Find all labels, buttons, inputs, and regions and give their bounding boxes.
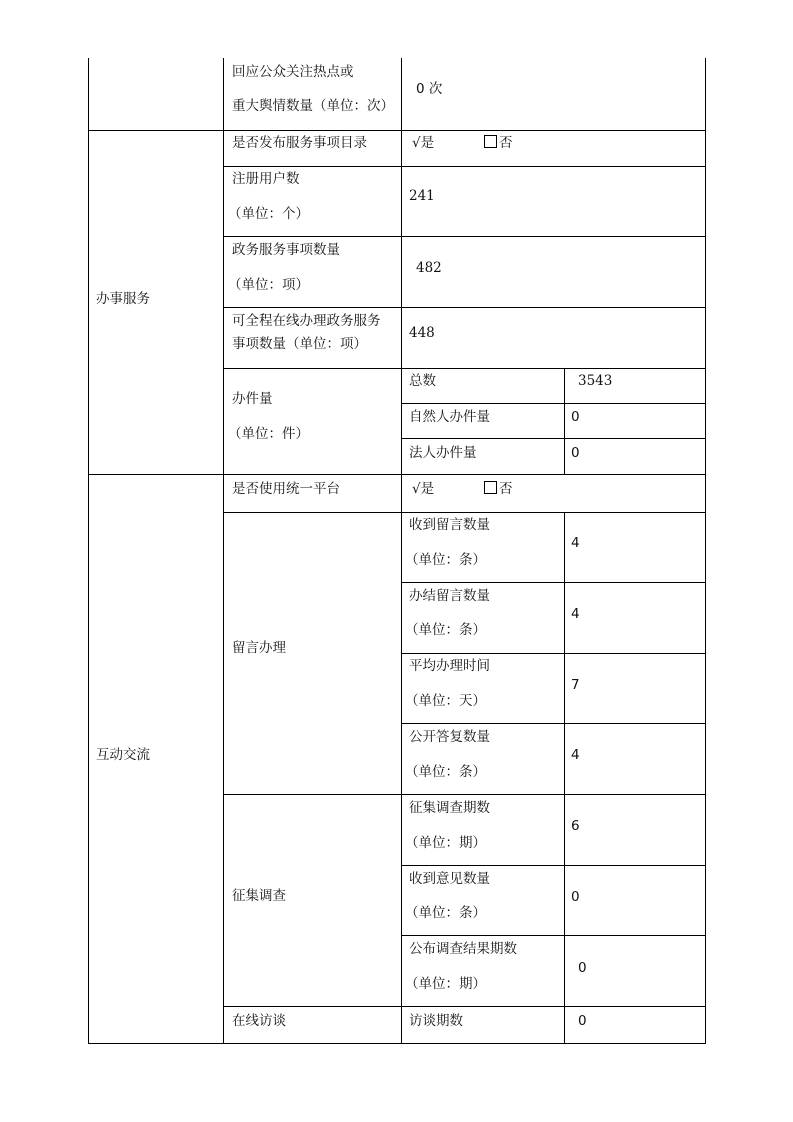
results-unit: （单位：期）: [405, 976, 486, 992]
interaction-section-label: 互动交流: [96, 747, 150, 763]
hotspot-label-line1: 回应公众关注热点或: [232, 64, 354, 80]
grid-line: [223, 794, 706, 795]
grid-line: [223, 1006, 706, 1007]
grid-line: [88, 58, 89, 1044]
survey-label: 征集调查: [232, 888, 286, 904]
unified-platform-label: 是否使用统一平台: [232, 481, 340, 497]
yes-option-label: 是: [420, 135, 435, 151]
results-value: 0: [578, 960, 587, 976]
hotspot-label-line2: 重大舆情数量（单位：次）: [232, 98, 394, 114]
registered-users-label: 注册用户数: [232, 171, 300, 187]
results-label: 公布调查结果期数: [409, 941, 517, 957]
check-mark-icon: √: [412, 135, 421, 151]
no-option-label: 否: [499, 481, 513, 497]
opinions-value: 0: [571, 889, 580, 905]
hotspot-value: 0 次: [416, 81, 443, 97]
messages-done-value: 4: [571, 606, 580, 622]
public-replies-value: 4: [571, 747, 580, 763]
service-items-label: 政务服务事项数量: [232, 242, 340, 258]
service-section-label: 办事服务: [96, 291, 150, 307]
service-items-unit: （单位：项）: [228, 277, 309, 293]
service-items-value: 482: [416, 260, 442, 276]
messages-done-label: 办结留言数量: [409, 588, 490, 604]
messages-done-unit: （单位：条）: [405, 622, 486, 638]
no-option-label: 否: [499, 135, 513, 151]
grid-line: [223, 368, 706, 369]
handled-unit: （单位：件）: [228, 426, 309, 442]
grid-line: [88, 130, 706, 131]
grid-line: [401, 723, 706, 724]
unified-platform-yes: [412, 481, 434, 497]
grid-line: [223, 236, 706, 237]
checkbox-empty-icon: [484, 135, 497, 148]
grid-line: [401, 653, 706, 654]
grid-line: [223, 58, 224, 1044]
online-items-label-line2: 事项数量（单位：项）: [232, 336, 367, 352]
survey-periods-label: 征集调查期数: [409, 800, 490, 816]
interview-periods-label: 访谈期数: [409, 1013, 463, 1029]
public-replies-unit: （单位：条）: [405, 764, 486, 780]
check-mark-icon: √: [412, 481, 421, 497]
interview-label: 在线访谈: [232, 1013, 286, 1029]
avg-time-label: 平均办理时间: [409, 658, 490, 674]
grid-line: [401, 58, 402, 1044]
grid-line: [223, 512, 706, 513]
messages-received-value: 4: [571, 535, 580, 551]
survey-periods-unit: （单位：期）: [405, 835, 486, 851]
opinions-label: 收到意见数量: [409, 871, 490, 887]
public-replies-label: 公开答复数量: [409, 729, 490, 745]
natural-person-label: 自然人办件量: [409, 409, 490, 425]
natural-person-value: 0: [571, 409, 580, 425]
grid-line: [223, 307, 706, 308]
interview-periods-value: 0: [578, 1013, 587, 1029]
publish-catalog-label: 是否发布服务事项目录: [232, 135, 367, 151]
checkbox-empty-icon: [484, 481, 497, 494]
grid-line: [564, 368, 565, 474]
handled-label: 办件量: [232, 391, 273, 407]
legal-person-label: 法人办件量: [409, 445, 477, 461]
avg-time-unit: （单位：天）: [405, 693, 486, 709]
registered-users-unit: （单位：个）: [228, 206, 309, 222]
online-items-value: 448: [409, 325, 435, 341]
registered-users-value: 241: [409, 188, 435, 204]
grid-line: [88, 1043, 706, 1044]
messages-received-label: 收到留言数量: [409, 517, 490, 533]
grid-line: [401, 935, 706, 936]
grid-line: [88, 474, 706, 475]
messages-received-unit: （单位：条）: [405, 552, 486, 568]
grid-line: [564, 512, 565, 1044]
message-handling-label: 留言办理: [232, 640, 286, 656]
grid-line: [705, 58, 706, 1044]
total-label: 总数: [409, 373, 436, 389]
yes-option-label: 是: [420, 481, 435, 497]
grid-line: [401, 438, 706, 439]
online-items-label-line1: 可全程在线办理政务服务: [232, 313, 381, 329]
publish-catalog-yes: [412, 135, 434, 151]
grid-line: [401, 403, 706, 404]
grid-line: [401, 865, 706, 866]
avg-time-value: 7: [571, 677, 580, 693]
unified-platform-no: [484, 481, 513, 497]
grid-line: [223, 166, 706, 167]
opinions-unit: （单位：条）: [405, 905, 486, 921]
publish-catalog-no: [484, 135, 513, 151]
grid-line: [401, 582, 706, 583]
total-value: 3543: [578, 373, 613, 389]
survey-periods-value: 6: [571, 818, 580, 834]
legal-person-value: 0: [571, 445, 580, 461]
